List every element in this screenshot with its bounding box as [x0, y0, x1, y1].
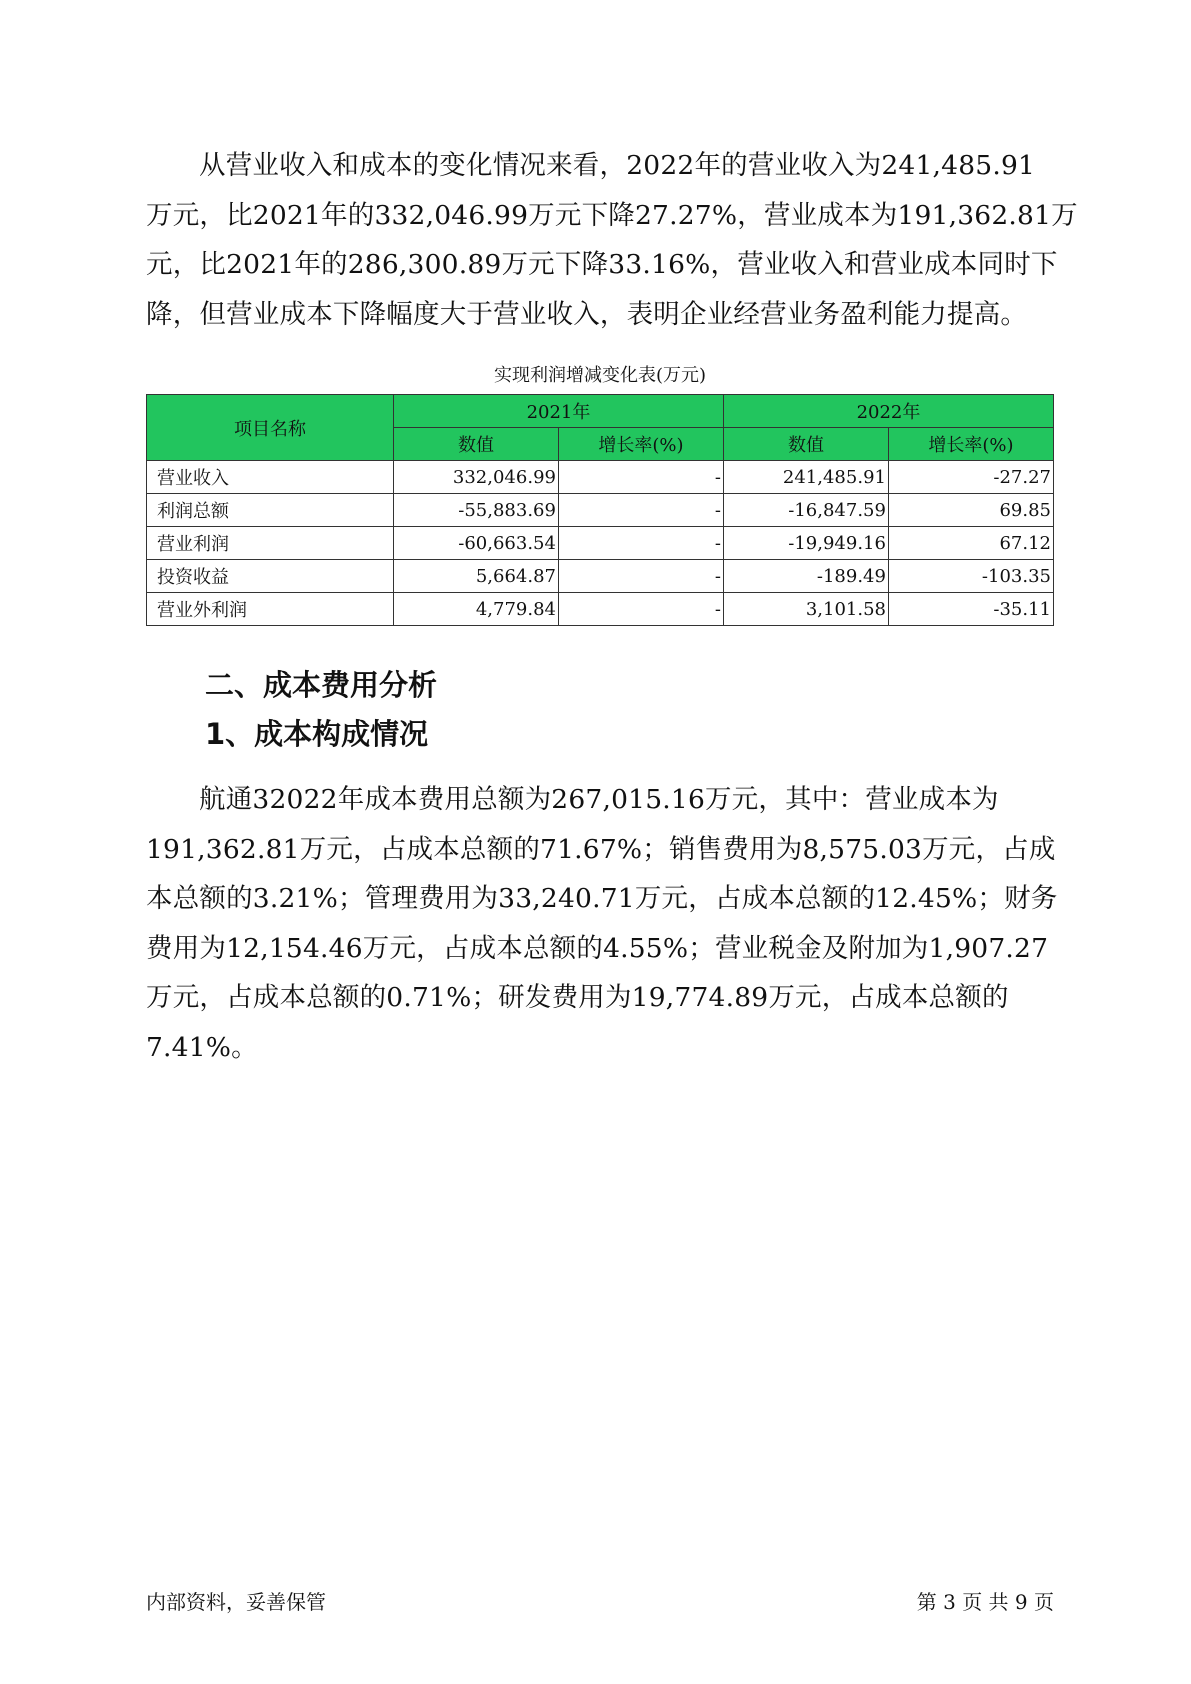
growth-2022: 67.12 [888, 527, 1053, 560]
paragraph-line: 降，但营业成本下降幅度大于营业收入，表明企业经营业务盈利能力提高。 [146, 298, 1028, 330]
value-2021: -60,663.54 [393, 527, 558, 560]
growth-2022: -35.11 [888, 593, 1053, 626]
table-caption: 实现利润增减变化表(万元) [493, 365, 707, 386]
value-2022: 241,485.91 [723, 461, 888, 494]
growth-2021: - [558, 527, 723, 560]
value-2022: -16,847.59 [723, 494, 888, 527]
paragraph-line: 从营业收入和成本的变化情况来看，2022年的营业收入为241,485.91 [199, 150, 1036, 181]
header-value-2021: 数值 [393, 428, 558, 461]
value-2021: -55,883.69 [393, 494, 558, 527]
header-year-2021: 2021年 [393, 395, 723, 428]
section-heading: 二、成本费用分析 [205, 668, 438, 702]
growth-2022: -103.35 [888, 560, 1053, 593]
value-2021: 4,779.84 [393, 593, 558, 626]
table-row [147, 494, 1054, 527]
paragraph-line: 万元，比2021年的332,046.99万元下降27.27%，营业成本为191,362.81万 [146, 199, 1078, 231]
intro-paragraph [146, 141, 1078, 339]
value-2022: -189.49 [723, 560, 888, 593]
header-growth-2021: 增长率(%) [558, 428, 723, 461]
value-2021: 332,046.99 [393, 461, 558, 494]
header-year-2022: 2022年 [723, 395, 1053, 428]
paragraph-line: 7.41%。 [146, 1031, 258, 1063]
value-2022: -19,949.16 [723, 527, 888, 560]
growth-2021: - [558, 560, 723, 593]
footer-page-number: 第 3 页 共 9 页 [916, 1590, 1054, 1614]
growth-2022: -27.27 [888, 461, 1053, 494]
subsection-heading: 1、成本构成情况 [205, 717, 429, 751]
paragraph-line: 191,362.81万元，占成本总额的71.67%；销售费用为8,575.03万元，占成 [146, 833, 1056, 865]
row-name: 营业外利润 [147, 593, 394, 626]
table-row [147, 527, 1054, 560]
header-item-name: 项目名称 [147, 395, 394, 461]
row-name: 营业利润 [147, 527, 394, 560]
row-name: 营业收入 [147, 461, 394, 494]
paragraph-line: 航通32022年成本费用总额为267,015.16万元，其中：营业成本为 [199, 784, 999, 815]
growth-2021: - [558, 593, 723, 626]
value-2021: 5,664.87 [393, 560, 558, 593]
table-row [147, 461, 1054, 494]
value-2022: 3,101.58 [723, 593, 888, 626]
row-name: 利润总额 [147, 494, 394, 527]
table-row [147, 593, 1054, 626]
header-growth-2022: 增长率(%) [888, 428, 1053, 461]
growth-2021: - [558, 494, 723, 527]
growth-2022: 69.85 [888, 494, 1053, 527]
paragraph-line: 元，比2021年的286,300.89万元下降33.16%，营业收入和营业成本同时下 [146, 249, 1058, 280]
footer-confidential-note: 内部资料，妥善保管 [146, 1590, 326, 1614]
paragraph-line: 费用为12,154.46万元，占成本总额的4.55%；营业税金及附加为1,907.27 [146, 932, 1049, 964]
profit-change-table [146, 394, 1054, 626]
growth-2021: - [558, 461, 723, 494]
paragraph-line: 本总额的3.21%；管理费用为33,240.71万元，占成本总额的12.45%；财务 [146, 883, 1058, 914]
header-value-2022: 数值 [723, 428, 888, 461]
table-row [147, 560, 1054, 593]
paragraph-line: 万元，占成本总额的0.71%；研发费用为19,774.89万元，占成本总额的 [146, 982, 1009, 1013]
cost-paragraph [146, 775, 1058, 1072]
row-name: 投资收益 [147, 560, 394, 593]
